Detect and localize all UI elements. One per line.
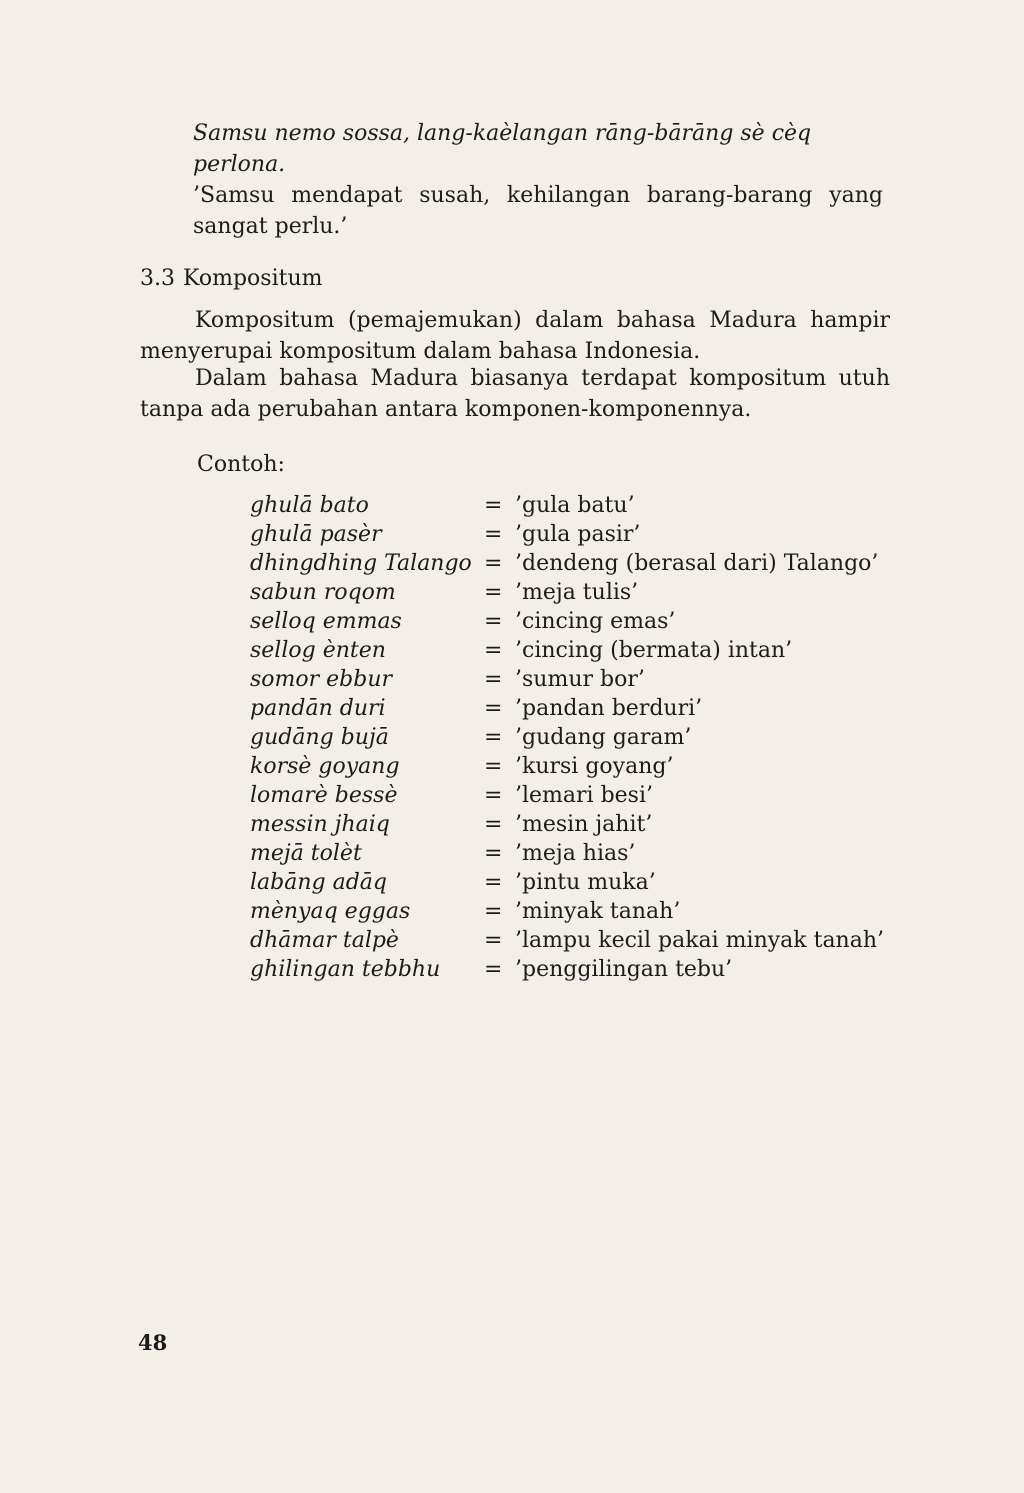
equals-sign: = — [484, 551, 503, 576]
equals-sign: = — [484, 783, 503, 808]
example-meaning: ’cincing (bermata) intan’ — [515, 638, 793, 663]
example-term: mènyaq eggas — [250, 899, 411, 924]
example-term: somor ebbur — [250, 667, 393, 692]
equals-sign: = — [484, 493, 503, 518]
example-meaning: ’gudang garam’ — [515, 725, 692, 750]
example-term: lomarè bessè — [250, 783, 398, 808]
example-term: dhingdhing Talango — [250, 551, 472, 576]
example-term: dhāmar talpè — [250, 928, 399, 953]
equals-sign: = — [484, 870, 503, 895]
equals-sign: = — [484, 899, 503, 924]
example-meaning: ’pintu muka’ — [515, 870, 656, 895]
example-term: labāng adāq — [250, 870, 387, 895]
equals-sign: = — [484, 580, 503, 605]
example-term: pandān duri — [250, 696, 386, 721]
contoh-label: Contoh: — [197, 452, 285, 477]
example-term: ghulā pasèr — [250, 522, 382, 547]
example-meaning: ’pandan berduri’ — [515, 696, 703, 721]
example-meaning: ’mesin jahit’ — [515, 812, 653, 837]
example-term: korsè goyang — [250, 754, 400, 779]
example-meaning: ’meja tulis’ — [515, 580, 639, 605]
section-number: 3.3 — [140, 266, 175, 291]
example-meaning: ’meja hias’ — [515, 841, 636, 866]
equals-sign: = — [484, 638, 503, 663]
example-term: sabun roqom — [250, 580, 396, 605]
section-title: Kompositum — [183, 266, 323, 291]
example-meaning: ’gula batu’ — [515, 493, 635, 518]
equals-sign: = — [484, 812, 503, 837]
example-term: messin jhaiq — [250, 812, 390, 837]
equals-sign: = — [484, 725, 503, 750]
example-term: sellog ènten — [250, 638, 386, 663]
equals-sign: = — [484, 957, 503, 982]
example-madura: Samsu nemo sossa, lang-kaèlangan rāng-bārāng sè cèq perlona. — [193, 121, 812, 177]
paragraph-2: Dalam bahasa Madura biasanya terdapat kompositum utuh tanpa ada perubahan antara komponen-komponennya. — [140, 366, 890, 422]
example-meaning: ’gula pasir’ — [515, 522, 641, 547]
example-meaning: ’cincing emas’ — [515, 609, 676, 634]
equals-sign: = — [484, 522, 503, 547]
example-meaning: ’lemari besi’ — [515, 783, 653, 808]
example-term: ghilingan tebbhu — [250, 957, 441, 982]
example-term: selloq emmas — [250, 609, 402, 634]
page-number: 48 — [138, 1330, 168, 1355]
example-meaning: ’sumur bor’ — [515, 667, 645, 692]
example-sentence — [193, 118, 883, 242]
equals-sign: = — [484, 841, 503, 866]
example-meaning: ’kursi goyang’ — [515, 754, 674, 779]
section-heading — [140, 266, 322, 291]
example-term: ghulā bato — [250, 493, 369, 518]
example-term: gudāng bujā — [250, 725, 389, 750]
equals-sign: = — [484, 754, 503, 779]
example-meaning: ’lampu kecil pakai minyak tanah’ — [515, 928, 885, 953]
example-translation: ’Samsu mendapat susah, kehilangan barang-barang yang sangat perlu.’ — [193, 183, 883, 239]
example-meaning: ’dendeng (berasal dari) Talango’ — [515, 551, 879, 576]
equals-sign: = — [484, 696, 503, 721]
equals-sign: = — [484, 667, 503, 692]
example-meaning: ’minyak tanah’ — [515, 899, 681, 924]
paragraph-1: Kompositum (pemajemukan) dalam bahasa Madura hampir menyerupai kompositum dalam bahasa Indonesia. — [140, 308, 890, 364]
example-term: mejā tolèt — [250, 841, 362, 866]
example-meaning: ’penggilingan tebu’ — [515, 957, 733, 982]
equals-sign: = — [484, 609, 503, 634]
equals-sign: = — [484, 928, 503, 953]
